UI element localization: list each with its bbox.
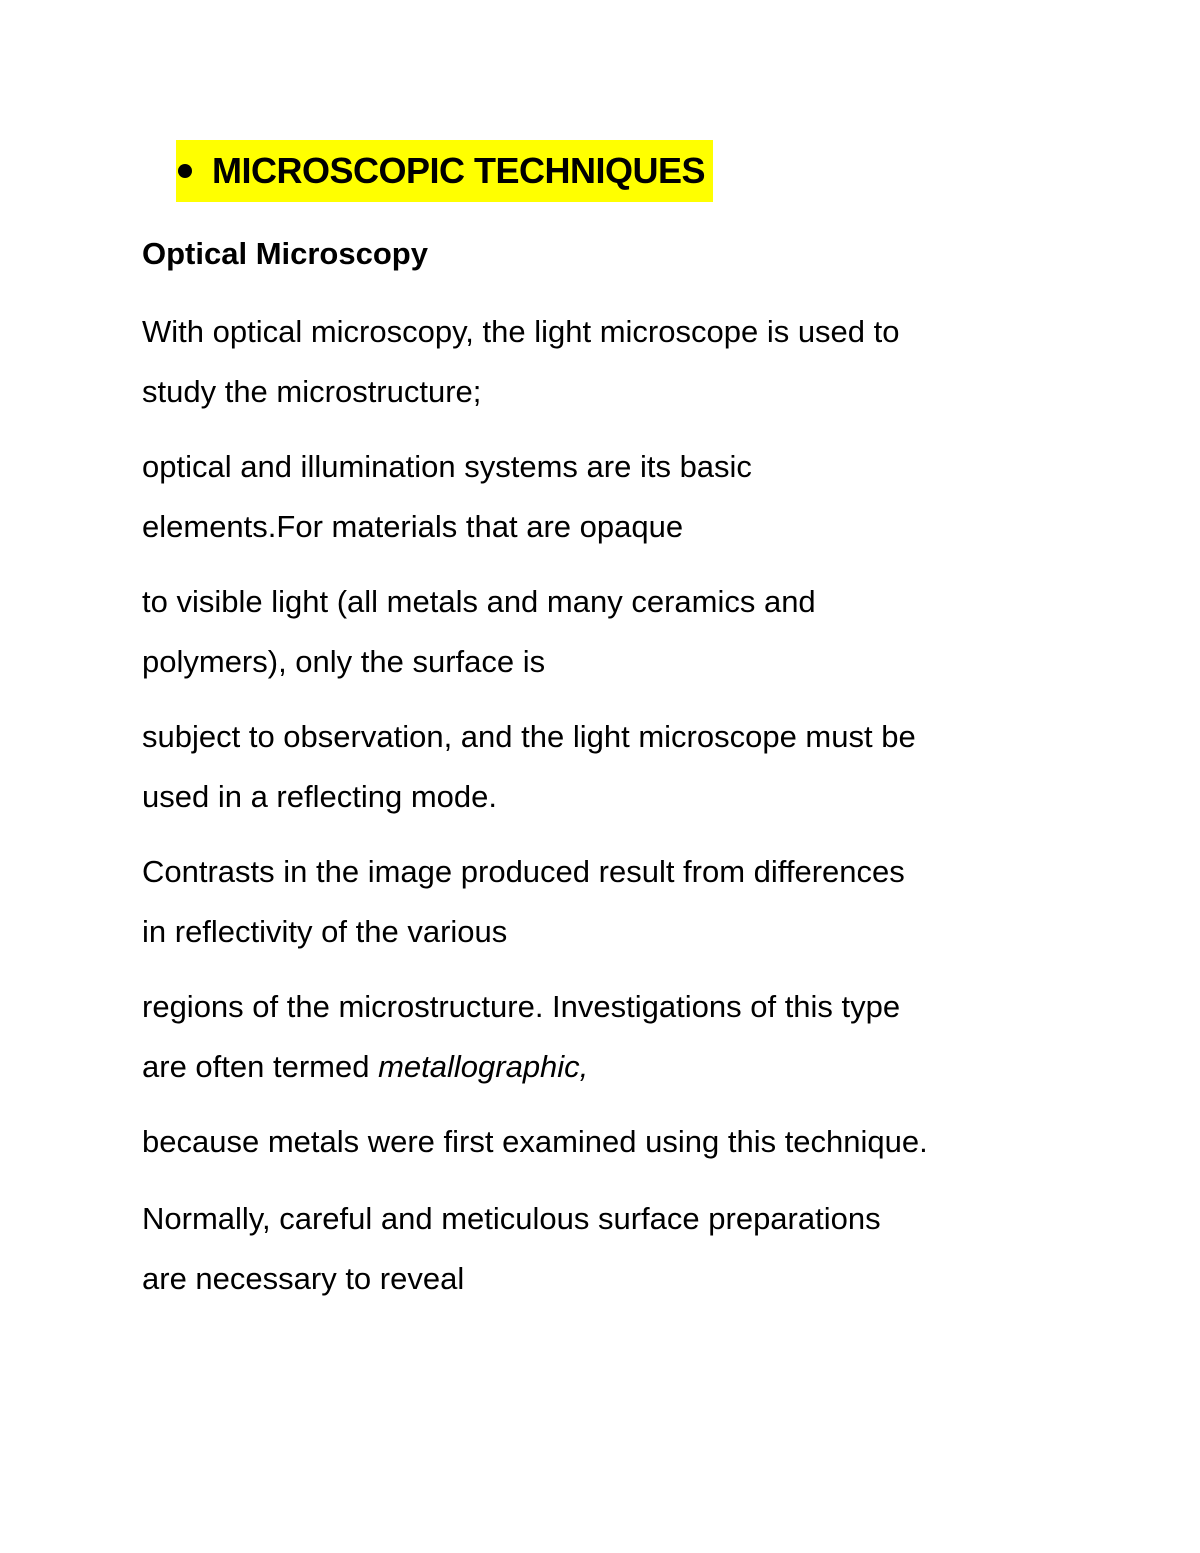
paragraph-line: polymers), only the surface is [142, 644, 546, 679]
paragraph-line [142, 1037, 1142, 1097]
subheading-optical-microscopy: Optical Microscopy [142, 236, 428, 271]
paragraph-line: because metals were first examined using this technique. [142, 1124, 928, 1159]
paragraph-line: Normally, careful and meticulous surface preparations [142, 1201, 881, 1236]
paragraph [142, 302, 1142, 422]
italic-term: metallographic, [378, 1049, 589, 1084]
paragraph-line: subject to observation, and the light microscope must be [142, 719, 916, 754]
paragraph-line: used in a reflecting mode. [142, 779, 497, 814]
paragraph-line: optical and illumination systems are its basic [142, 449, 752, 484]
paragraph [142, 437, 1142, 557]
paragraph-line: regions of the microstructure. Investigations of this type [142, 989, 901, 1024]
paragraph-line-prefix: are often termed [142, 1049, 379, 1084]
paragraph-line: With optical microscopy, the light microscope is used to [142, 314, 900, 349]
paragraph-line: in reflectivity of the various [142, 914, 508, 949]
paragraph [142, 1189, 1142, 1309]
section-heading-highlight [176, 140, 713, 202]
paragraph [142, 842, 1142, 962]
paragraph [142, 1112, 1142, 1172]
paragraph-line: are necessary to reveal [142, 1261, 465, 1296]
paragraph [142, 977, 1142, 1097]
paragraph-line: Contrasts in the image produced result from differences [142, 854, 905, 889]
paragraph-line: to visible light (all metals and many ceramics and [142, 584, 816, 619]
paragraph-line: study the microstructure; [142, 374, 482, 409]
bullet-icon [178, 164, 192, 178]
paragraph-line: elements.For materials that are opaque [142, 509, 684, 544]
paragraph [142, 707, 1142, 827]
paragraph [142, 572, 1142, 692]
section-heading: MICROSCOPIC TECHNIQUES [212, 150, 706, 191]
